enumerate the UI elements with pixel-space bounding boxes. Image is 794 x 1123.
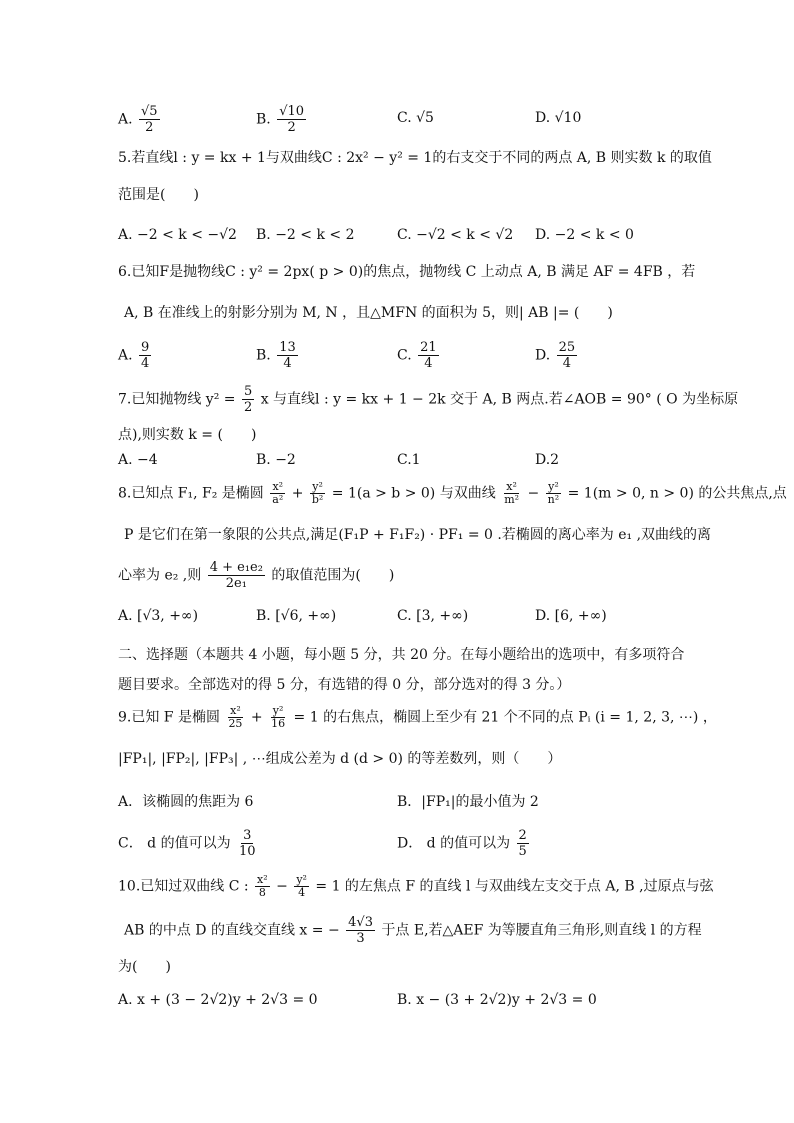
fraction: $\frac{4√3}{3}$ [348,915,373,946]
q5-stem-line2: 范围是( ) [118,187,199,203]
q5-option-a: A. −2 < k < −√2 [118,227,237,243]
section2-heading-line2: 题目要求。全部选对的得 5 分，有选错的得 0 分，部分选对的得 3 分。） [118,677,571,693]
q10-option-a: A. x + (3 − 2√2)y + 2√3 = 0 [118,992,318,1008]
fraction: $\frac{5}{2}$ [243,384,253,415]
fraction: $\frac{\text{x²}}{8}$ [257,873,268,899]
fraction: $\frac{9}{4}$ [141,340,150,371]
q10-stem-line3: 为( ) [118,959,171,975]
q7-stem-line2: 点),则实数 k = ( ) [118,427,257,443]
q9-option-a: A．该椭圆的焦距为 6 [118,794,254,810]
q7-stem-line1: 7.已知抛物线 y² = $\frac{5}{2}$ x 与直线l : y = kx + 1 − 2k 交于 A, B 两点.若∠AOB = 90° ( O 为坐标原 [118,384,739,415]
fraction: $\frac{\text{y²}}{16}$ [271,704,286,730]
fraction: $\frac{3}{10}$ [239,828,256,859]
q8-option-d: D. [6, +∞) [535,608,607,624]
q5-stem-line1: 5.若直线l : y = kx + 1与双曲线C : 2x² − y² = 1的右支交于不同的两点 A, B 则实数 k 的取值 [118,150,712,166]
q8-option-b: B. [√6, +∞) [256,608,337,624]
fraction: $\frac{\text{y²}}{\text{b²}}$ [311,480,324,506]
q7-option-d: D.2 [535,452,560,468]
section2-heading-line1: 二、选择题（本题共 4 小题，每小题 5 分，共 20 分。在每小题给出的选项中，有多项符合 [118,647,685,663]
q5-option-c: C. −√2 < k < √2 [397,227,514,243]
option-label: C. [397,347,412,364]
fraction: $\frac{√10}{2}$ [279,104,305,135]
q8-option-c: C. [3, +∞) [397,608,469,624]
q7-option-a: A. −4 [118,452,158,468]
q8-stem-line2: P 是它们在第一象限的公共点,满足(F₁P + F₁F₂) · PF₁ = 0 .若椭圆的离心率为 e₁ ,双曲线的离 [124,527,712,543]
q4-option-c: C. √5 [397,110,434,126]
q8-stem-line1: 8.已知点 F₁, F₂ 是椭圆 $\frac{\text{x²}}{\text{a²}}$ + $\frac{\text{y²}}{\text{b²}}$ = 1(a > b > 0) 与双曲线 $\frac{\text{x²}}{\text{m²}}$ − $\frac{\text{y²}}{\text{n²}}$ = 1(m > 0, n > 0) 的公共焦点,点 [118,480,787,506]
q9-option-b: B．|FP₁|的最小值为 2 [397,794,539,810]
q10-stem-line1: 10.已知过双曲线 C : $\frac{\text{x²}}{8}$ − $\frac{\text{y²}}{4}$ = 1 的左焦点 F 的直线 l 与双曲线左支交于点 A, B ,过原点与弦 [118,873,714,899]
option-label: A. [118,111,133,128]
option-label: B. [256,347,271,364]
q9-stem-line2: |FP₁|, |FP₂|, |FP₃| , ⋯组成公差为 d (d > 0) 的等差数列，则（ ） [118,751,562,767]
fraction: $\frac{\text{4 + e₁e₂}}{\text{2e₁}}$ [209,560,263,591]
fraction: $\frac{\text{y²}}{\text{n²}}$ [547,480,560,506]
fraction: $\frac{13}{4}$ [279,340,296,371]
fraction: $\frac{\text{x²}}{\text{a²}}$ [272,480,284,506]
fraction: $\frac{\text{x²}}{25}$ [228,704,243,730]
q6-option-c [397,340,441,371]
q8-stem-line3: 心率为 e₂ ,则 $\frac{\text{4 + e₁e₂}}{\text{2e₁}}$ 的取值范围为( ) [118,560,395,591]
q5-option-b: B. −2 < k < 2 [256,227,355,243]
q10-option-b: B. x − (3 + 2√2)y + 2√3 = 0 [397,992,597,1008]
q6-option-d [535,340,579,371]
q4-option-b [256,104,308,135]
q9-option-d: D． d 的值可以为 $\frac{2}{5}$ [397,828,527,859]
q10-stem-line2: AB 的中点 D 的直线交直线 x = − $\frac{4√3}{3}$ 于点 E,若△AEF 为等腰直角三角形,则直线 l 的方程 [124,915,702,946]
q9-stem-line1: 9.已知 F 是椭圆 $\frac{\text{x²}}{25}$ + $\frac{\text{y²}}{16}$ = 1 的右焦点，椭圆上至少有 21 个不同的点 Pᵢ (i = 1, 2, 3, ⋯) ， [118,704,717,730]
fraction: $\frac{21}{4}$ [420,340,437,371]
q8-option-a: A. [√3, +∞) [118,608,199,624]
q6-stem-line2: A, B 在准线上的射影分别为 M, N ，且△MFN 的面积为 5，则| AB |= ( ) [124,305,613,321]
option-label: B. [256,111,271,128]
option-label: A. [118,347,133,364]
fraction: $\frac{√5}{2}$ [141,104,158,135]
fraction: $\frac{2}{5}$ [518,828,527,859]
q7-option-b: B. −2 [256,452,296,468]
q6-option-a [118,340,153,371]
q7-option-c: C.1 [397,452,421,468]
fraction: $\frac{\text{x²}}{\text{m²}}$ [504,480,520,506]
q6-stem-line1: 6.已知F是抛物线C : y² = 2px( p > 0)的焦点，抛物线 C 上动点 A, B 满足 AF = 4FB ，若 [118,264,696,280]
fraction: $\frac{25}{4}$ [558,340,576,371]
q5-option-d: D. −2 < k < 0 [535,227,634,243]
option-label: D. [535,347,551,364]
q9-option-c: C． d 的值可以为 $\frac{3}{10}$ [118,828,256,859]
q4-option-a [118,104,162,135]
q6-option-b [256,340,300,371]
q4-option-d: D. √10 [535,110,582,126]
fraction: $\frac{\text{y²}}{4}$ [296,873,307,899]
